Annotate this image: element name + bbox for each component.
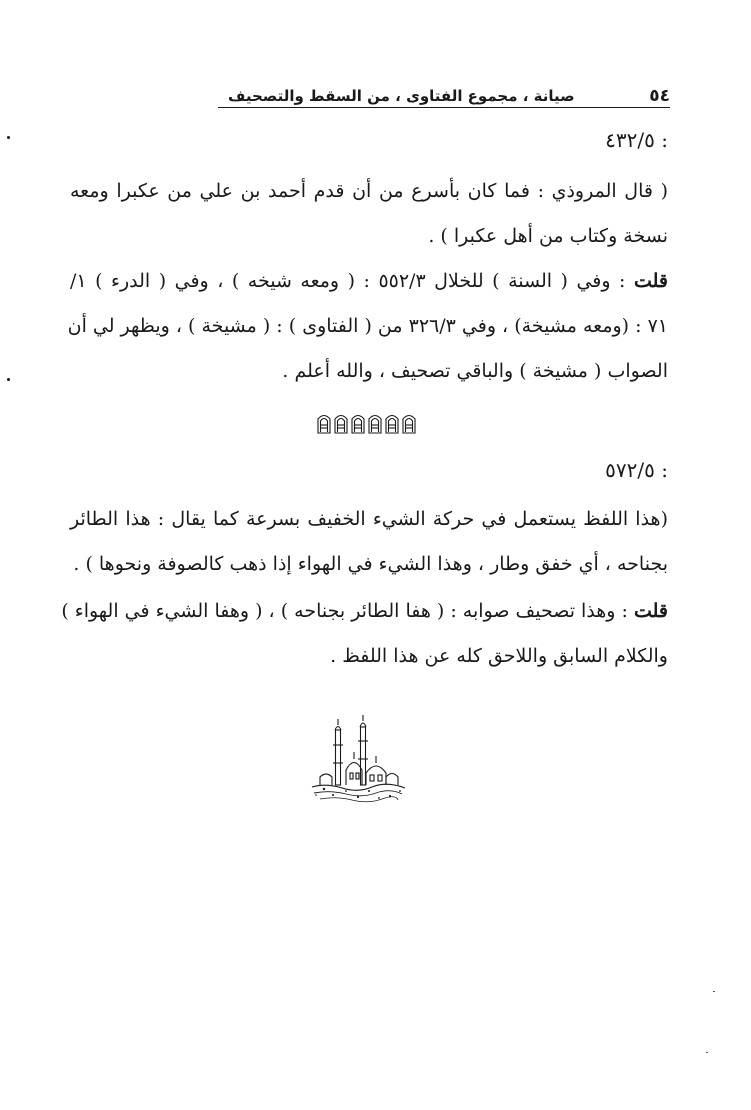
note-line: والكلام السابق واللاحق كله عن هذا اللفظ . <box>330 645 668 667</box>
note-line <box>61 599 668 623</box>
quote-line: ( قال المروذي : فما كان بأسرع من أن قدم أحمد بن علي من عكبرا ومعه <box>70 180 668 202</box>
note-label: قلت <box>633 270 668 292</box>
scan-speck <box>7 378 10 381</box>
note-line: ٧١ : (ومعه مشيخة) ، وفي ٣٢٦/٣ من ( الفتاوى ) : ( مشيخة ) ، ويظهر لي أن <box>67 315 668 337</box>
note-label: قلت <box>633 600 668 622</box>
page-header <box>228 86 670 108</box>
quote-line: (هذا اللفظ يستعمل في حركة الشيء الخفيف بسرعة كما يقال : هذا الطائر <box>70 508 668 530</box>
quote-line: بجناحه ، أي خفق وطار ، وهذا الشيء في الهواء إذا ذهب كالصوفة ونحوها ) . <box>73 553 668 575</box>
page-number: ٥٤ <box>649 86 670 106</box>
ornamental-divider-icon <box>316 412 419 434</box>
scan-speck <box>706 1052 708 1053</box>
note-text: : وفي ( السنة ) للخلال ٥٥٢/٣ : ( ومعه شيخه ) ، وفي ( الدرء ) ١/ <box>70 270 626 292</box>
note-text: : وهذا تصحيف صوابه : ( هفا الطائر بجناحه ) ، ( وهفا الشيء في الهواء ) <box>61 600 628 622</box>
running-title: صيانة ، مجموع الفتاوى ، من السقط والتصحيف <box>228 87 575 105</box>
header-rule <box>218 107 670 108</box>
scan-speck <box>7 136 10 139</box>
note-line <box>70 269 668 293</box>
entry-reference: : ٥٧٢/٥ <box>605 458 668 482</box>
quote-line: نسخة وكتاب من أهل عكبرا ) . <box>428 225 668 247</box>
entry-reference: : ٤٣٢/٥ <box>605 128 668 152</box>
scan-speck <box>713 991 715 992</box>
mosque-minaret-vignette-icon <box>306 715 411 805</box>
note-line: الصواب ( مشيخة ) والباقي تصحيف ، والله أعلم . <box>282 360 668 382</box>
